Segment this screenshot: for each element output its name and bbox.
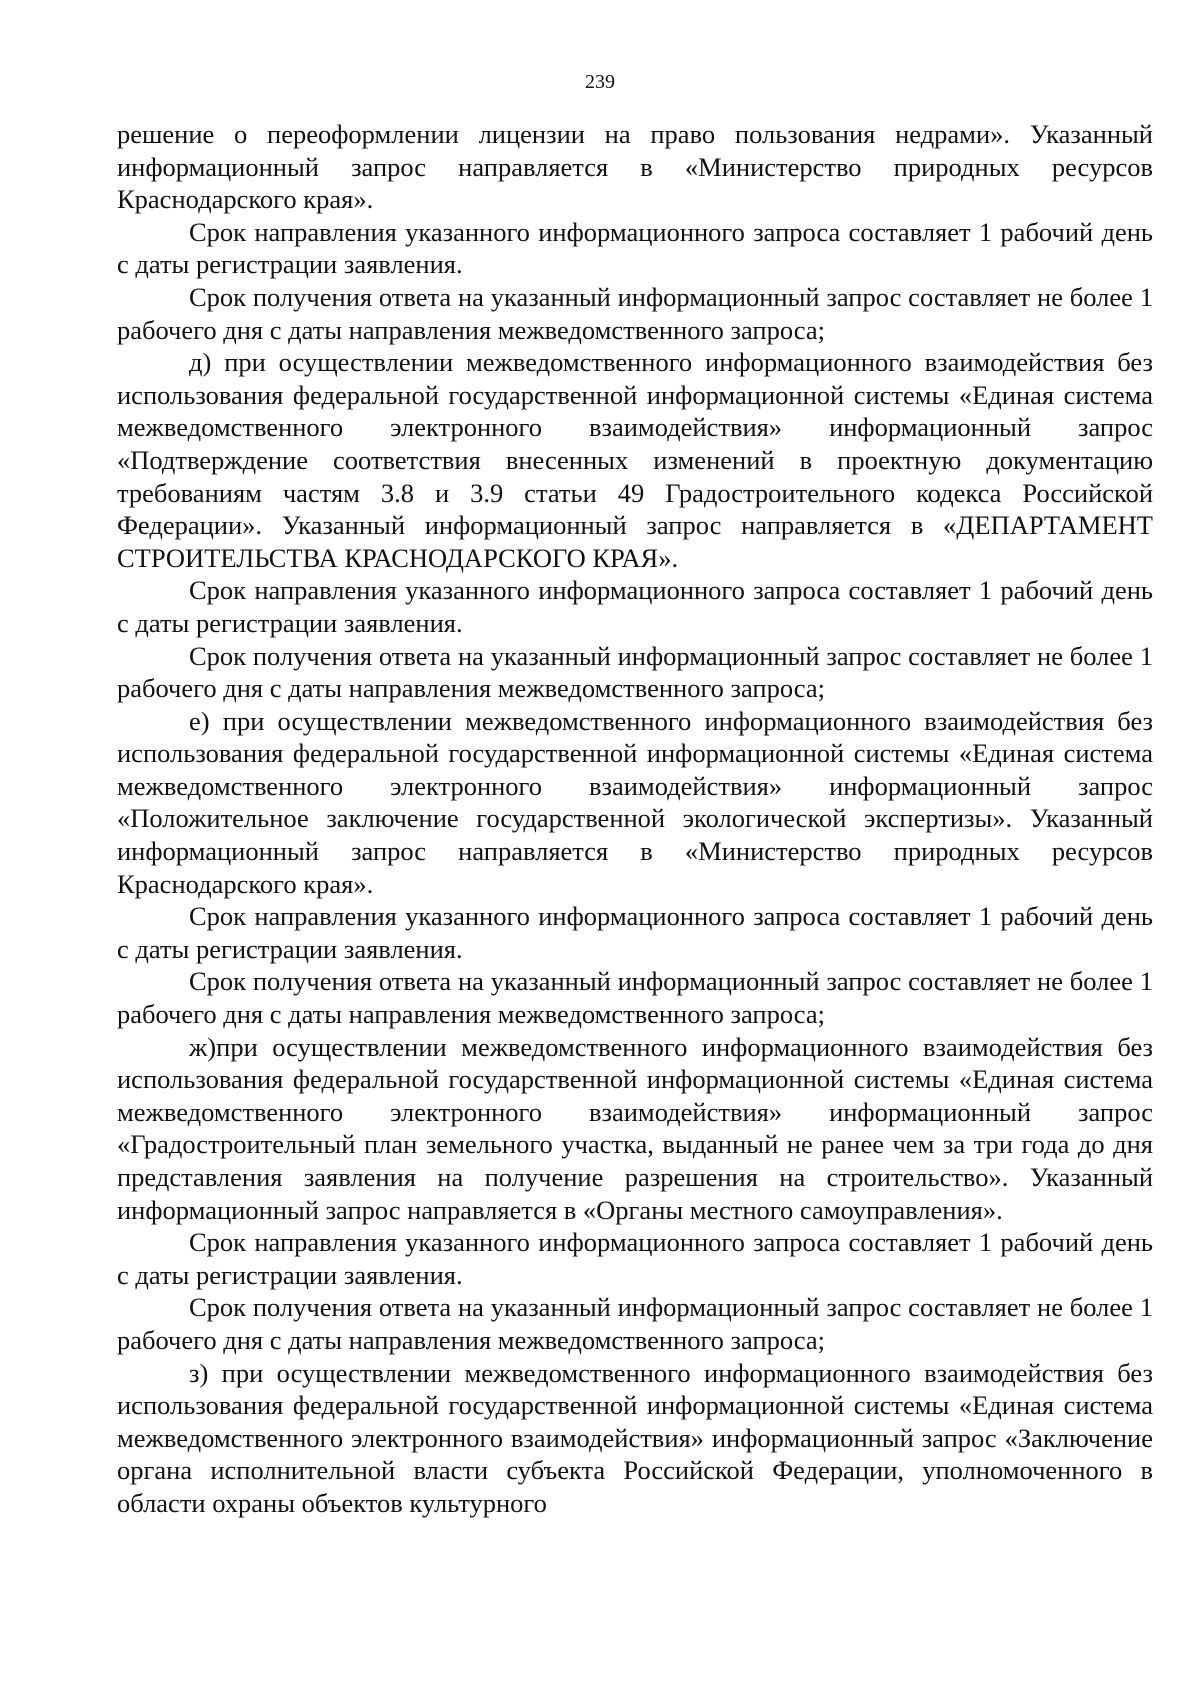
page-number: 239 bbox=[585, 71, 615, 93]
paragraph-request-sending-deadline: Срок направления указанного информационного запроса составляет 1 рабочий день с даты регистрации заявления. bbox=[117, 575, 1153, 638]
paragraph-response-deadline: Срок получения ответа на указанный информационный запрос составляет не более 1 рабочего дня с даты направления межведомственного запроса; bbox=[117, 966, 1153, 1030]
paragraph-item-zh: ж)при осуществлении межведомственного информационного взаимодействия без использования федеральной государственной информационной системы «Единая система межведомственного электронного взаимодействия» информационный запрос «Градостроительный план земельного участка, выданный не ранее чем за три года до дня представления заявления на получение разрешения на строительство». Указанный информационный запрос направляется в «Органы местного самоуправления». bbox=[117, 1031, 1153, 1225]
paragraph-response-deadline: Срок получения ответа на указанный информационный запрос составляет не более 1 рабочего дня с даты направления межведомственного запроса; bbox=[117, 640, 1153, 704]
paragraph-item-e: е) при осуществлении межведомственного информационного взаимодействия без использования федеральной государственной информационной системы «Единая система межведомственного электронного взаимодействия» информационный запрос «Положительное заключение государственной экологической экспертизы». Указанный информационный запрос направляется в «Министерство природных ресурсов Краснодарского края». bbox=[117, 705, 1153, 899]
body-text bbox=[117, 118, 1153, 1520]
paragraph-continuation: решение о переоформлении лицензии на право пользования недрами». Указанный информационный запрос направляется в «Министерство природных ресурсов Краснодарского края». bbox=[117, 119, 1153, 215]
paragraph-request-sending-deadline: Срок направления указанного информационного запроса составляет 1 рабочий день с даты регистрации заявления. bbox=[117, 901, 1153, 964]
paragraph-request-sending-deadline: Срок направления указанного информационного запроса составляет 1 рабочий день с даты регистрации заявления. bbox=[117, 216, 1153, 280]
paragraph-response-deadline: Срок получения ответа на указанный информационный запрос составляет не более 1 рабочего дня с даты направления межведомственного запроса; bbox=[117, 1292, 1153, 1355]
paragraph-response-deadline: Срок получения ответа на указанный информационный запрос составляет не более 1 рабочего дня с даты направления межведомственного запроса; bbox=[117, 281, 1153, 345]
paragraph-item-z: з) при осуществлении межведомственного информационного взаимодействия без использования федеральной государственной информационной системы «Единая система межведомственного электронного взаимодействия» информационный запрос «Заключение органа исполнительной власти субъекта Российской Федерации, уполномоченного в области охраны объектов культурного bbox=[117, 1357, 1153, 1518]
paragraph-request-sending-deadline: Срок направления указанного информационного запроса составляет 1 рабочий день с даты регистрации заявления. bbox=[117, 1227, 1153, 1290]
paragraph-item-d: д) при осуществлении межведомственного информационного взаимодействия без использования федеральной государственной информационной системы «Единая система межведомственного электронного взаимодействия» информационный запрос «Подтверждение соответствия внесенных изменений в проектную документацию требованиям частям 3.8 и 3.9 статьи 49 Градостроительного кодекса Российской Федерации». Указанный информационный запрос направляется в «ДЕПАРТАМЕНТ СТРОИТЕЛЬСТВА КРАСНОДАРСКОГО КРАЯ». bbox=[117, 347, 1153, 573]
